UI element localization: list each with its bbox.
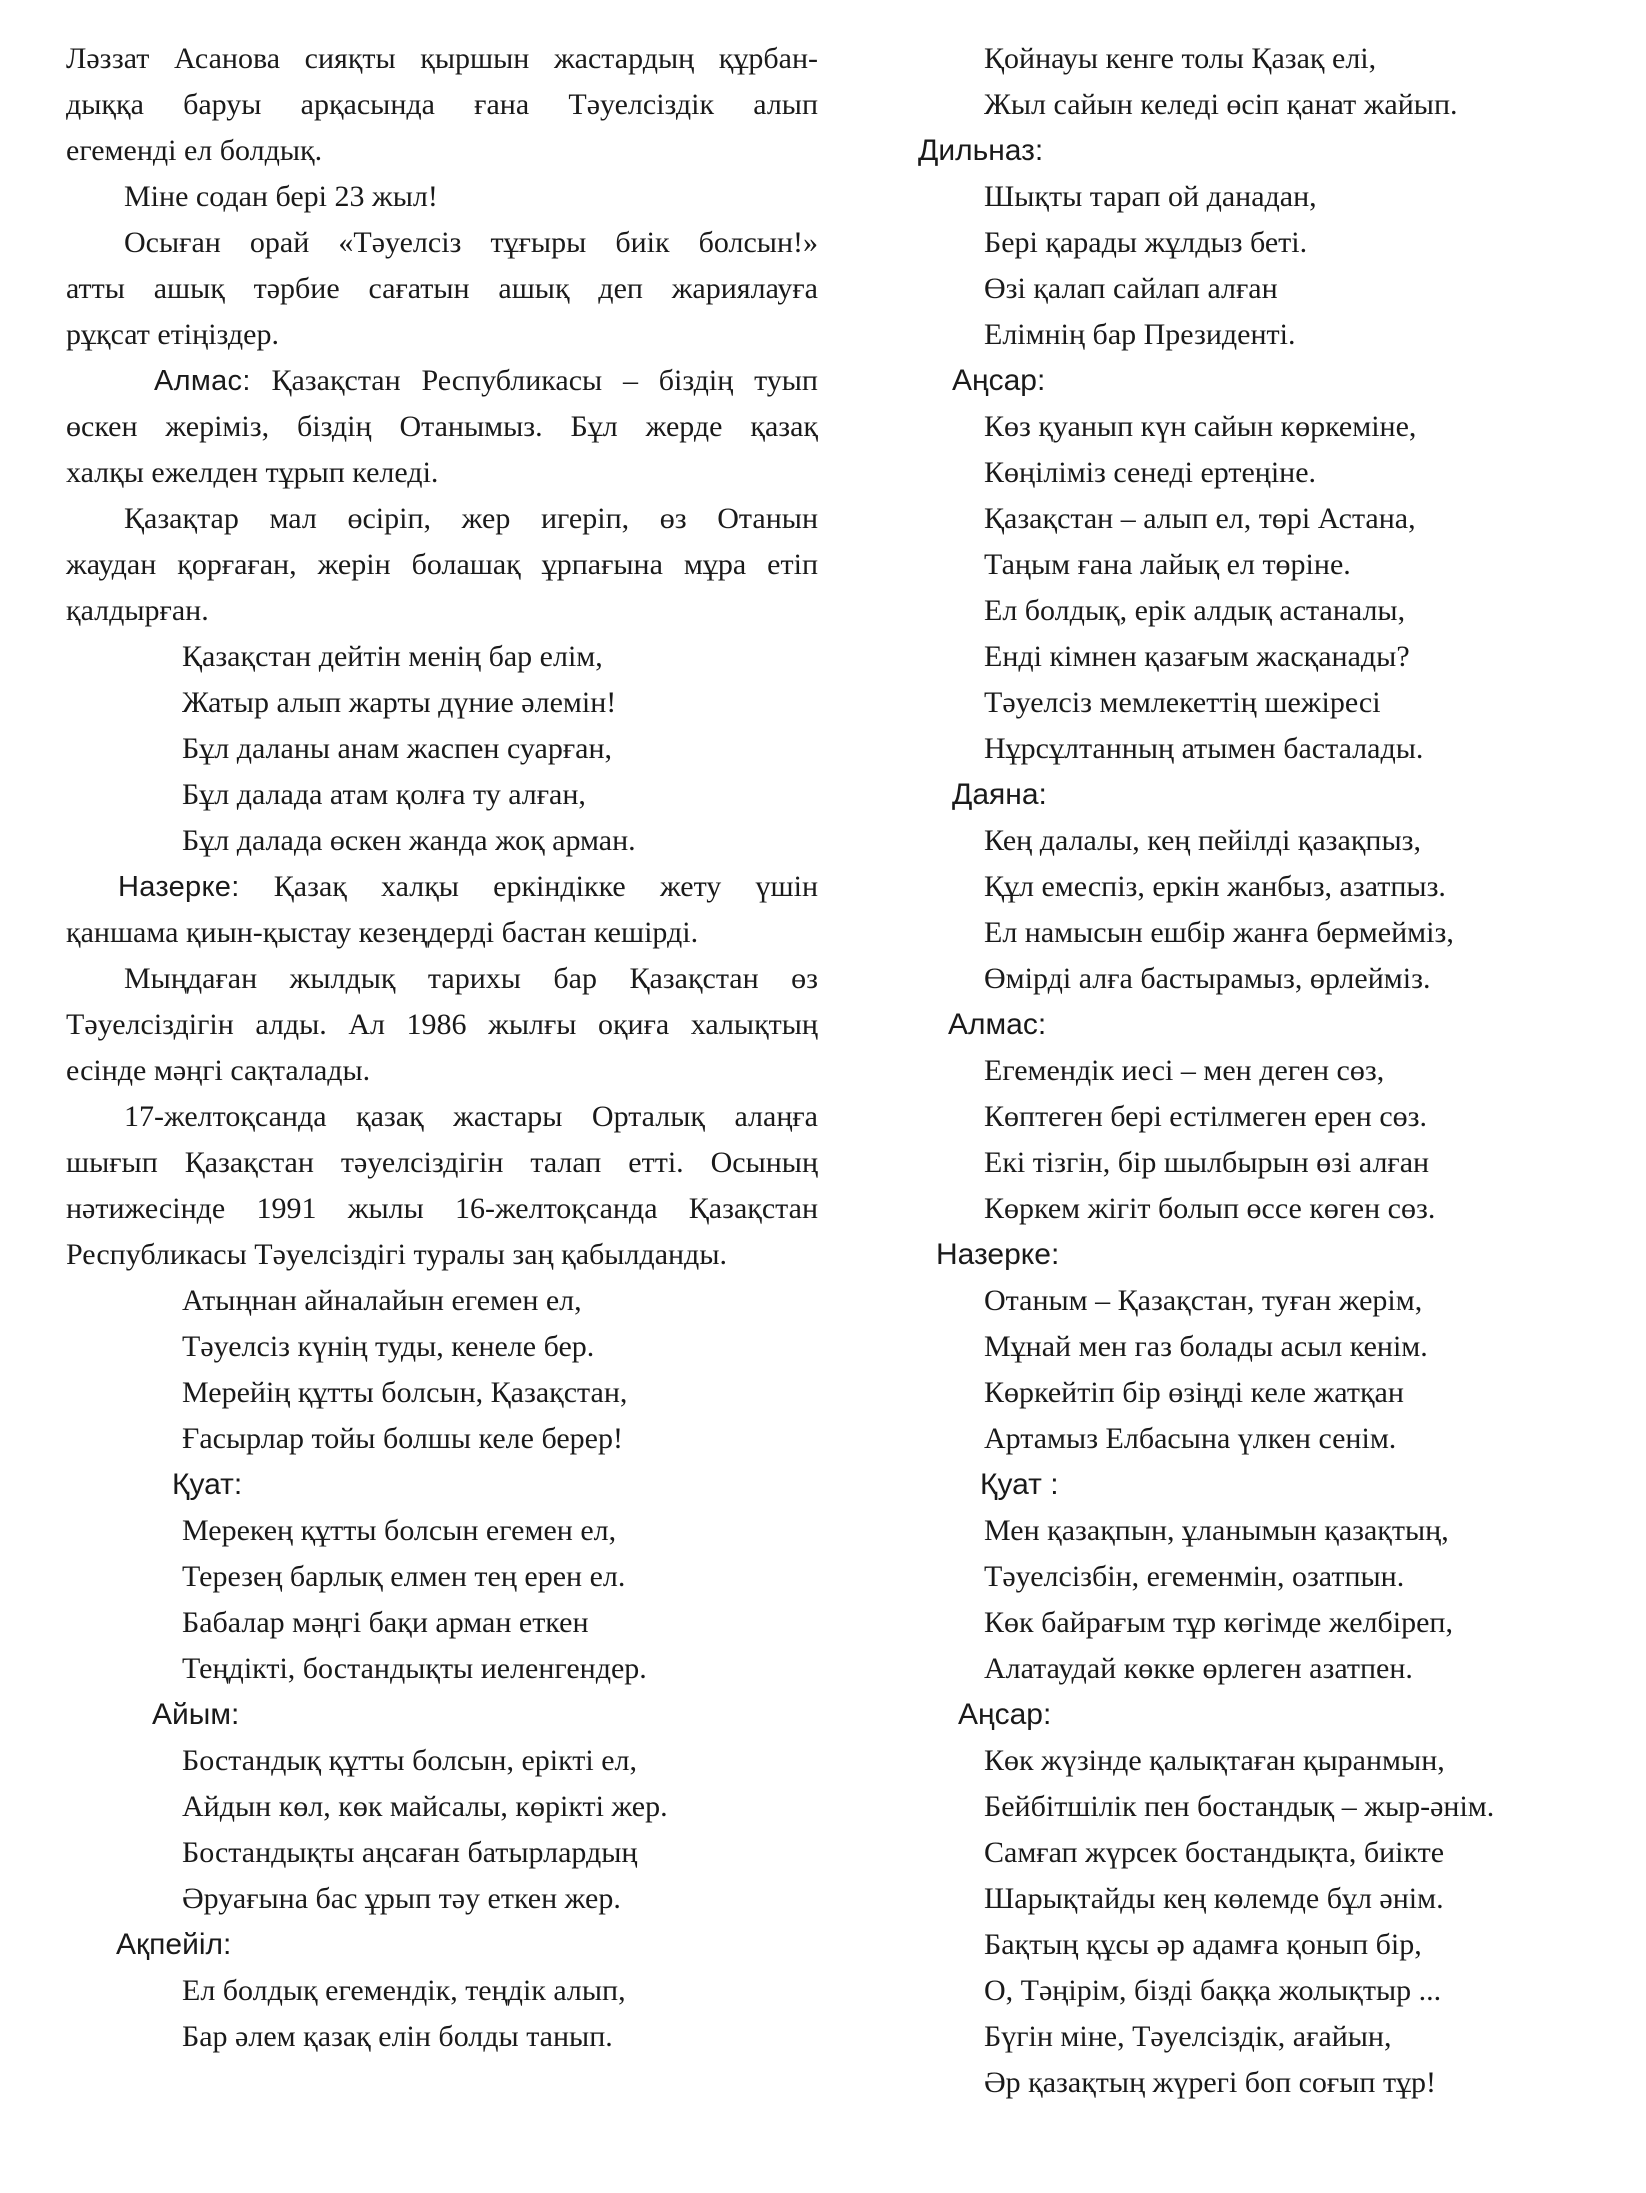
since-line: Міне содан бері 23 жыл! [124,180,438,213]
verse-line: Ғасырлар тойы болшы келе берер! [182,1422,623,1455]
verse-line: Артамыз Елбасына үлкен сенім. [984,1422,1397,1455]
paragraph-line: Тәуелсіздігін алды. Ал 1986 жылғы оқиға халықтың [66,1008,818,1041]
verse-line: Бұл даланы анам жаспен суарған, [182,732,613,765]
verse-line: О, Тәңірім, бізді баққа жолықтыр ... [984,1974,1442,2007]
left-column [66,36,818,2060]
paragraph-line: өскен жеріміз, біздің Отанымыз. Бұл жерде қазақ [66,410,818,443]
verse-line: Нұрсұлтанның атымен басталады. [984,732,1424,765]
speaker-name: Ақпейіл: [116,1928,232,1961]
verse-line: Тәуелсізбін, егеменмін, озатпын. [984,1560,1405,1593]
paragraph-line: 17-желтоқсанда қазақ жастары Орталық алаңға [124,1100,818,1133]
verse-line: Ел болдық егемендік, теңдік алып, [182,1974,626,2007]
verse-line: Қойнауы кенге толы Қазақ елі, [984,42,1377,75]
paragraph-line: атты ашық тәрбие сағатын ашық деп жариялауға [66,272,818,305]
verse-line: Көк жүзінде қалықтаған қыранмын, [984,1744,1445,1777]
verse-line: Бұл далада атам қолға ту алған, [182,778,586,811]
verse-line: Алатаудай көкке өрлеген азатпен. [984,1652,1413,1685]
speaker-name: Аңсар: [952,364,1046,397]
paragraph-line: дыққа баруы арқасында ғана Тәуелсіздік алып [66,88,818,121]
speaker-text: Қазақ халқы еркіндікке жету үшін [239,870,818,903]
paragraph-line: Ләззат Асанова сияқты қыршын жастардың құрбан- [66,42,818,75]
paragraph-line: рұқсат етіңіздер. [66,318,279,351]
verse-line: Қазақстан дейтін менің бар елім, [182,640,603,673]
speaker-name: Аңсар: [958,1698,1052,1731]
verse-line: Бостандық құтты болсын, ерікті ел, [182,1744,638,1777]
verse-line: Ел болдық, ерік алдық астаналы, [984,594,1406,627]
paragraph-line: егеменді ел болдық. [66,134,323,167]
paragraph-line: жаудан қорғаған, жерін болашақ ұрпағына мұра етіп [66,548,818,581]
verse-line: Бабалар мәңгі бақи арман еткен [182,1606,589,1639]
verse-line: Мерекең құтты болсын егемен ел, [182,1514,617,1547]
verse-line: Мұнай мен газ болады асыл кенім. [984,1330,1428,1363]
paragraph-line: қалдырған. [66,594,209,627]
verse-line: Айдын көл, көк майсалы, көрікті жер. [182,1790,668,1823]
speaker-name: Қуат : [980,1468,1059,1501]
verse-line: Елімнің бар Президенті. [984,318,1296,351]
verse-line: Бақтың құсы әр адамға қонып бір, [984,1928,1422,1961]
verse-line: Көз қуанып күн сайын көркеміне, [984,410,1417,443]
speaker-paragraph [66,864,818,910]
verse-line: Өмірді алға бастырамыз, өрлейміз. [984,962,1431,995]
verse-line: Әруағына бас ұрып тәу еткен жер. [182,1882,621,1915]
speaker-name: Даяна: [952,778,1047,811]
speaker-name: Айым: [152,1698,240,1731]
paragraph-line: Осыған орай «Тәуелсіз тұғыры биік болсын!» [124,226,818,259]
verse-line: Самғап жүрсек бостандықта, биікте [984,1836,1445,1869]
verse-line: Бері қарады жұлдыз беті. [984,226,1308,259]
verse-line: Шықты тарап ой данадан, [984,180,1317,213]
speaker-name: Дильназ: [918,134,1044,167]
verse-line: Терезең барлық елмен тең ерен ел. [182,1560,626,1593]
paragraph-line: халқы ежелден тұрып келеді. [66,456,439,489]
verse-line: Ел намысын ешбір жанға бермейміз, [984,916,1454,949]
speaker-name: Алмас: [948,1008,1047,1041]
verse-line: Екі тізгін, бір шылбырын өзі алған [984,1146,1430,1179]
verse-line: Тәуелсіз мемлекеттің шежіресі [984,686,1381,719]
right-column [918,36,1558,2106]
verse-line: Таңым ғана лайық ел төріне. [984,548,1351,581]
paragraph-line: Қазақтар мал өсіріп, жер игеріп, өз Отанын [124,502,818,535]
verse-line: Атыңнан айналайын егемен ел, [182,1284,582,1317]
paragraph-line: шығып Қазақстан тәуелсіздігін талап етті. Осының [66,1146,818,1179]
verse-line: Жыл сайын келеді өсіп қанат жайып. [984,88,1458,121]
verse-line: Мен қазақпын, ұланымын қазақтың, [984,1514,1449,1547]
verse-line: Бар әлем қазақ елін болды танып. [182,2020,613,2053]
verse-line: Мерейің құтты болсын, Қазақстан, [182,1376,628,1409]
verse-line: Теңдікті, бостандықты иеленгендер. [182,1652,647,1685]
verse-line: Қазақстан – алып ел, төрі Астана, [984,502,1416,535]
paragraph-line: есінде мәңгі сақталады. [66,1054,371,1087]
paragraph-line: Республикасы Тәуелсіздігі туралы заң қабылданды. [66,1238,727,1271]
verse-line: Егемендік иесі – мен деген сөз, [984,1054,1385,1087]
verse-line: Шарықтайды кең көлемде бұл әнім. [984,1882,1444,1915]
speaker-paragraph [66,358,818,404]
speaker-name: Назерке: [936,1238,1060,1271]
paragraph-line: қаншама қиын-қыстау кезеңдерді бастан кешірді. [66,916,699,949]
verse-line: Кең далалы, кең пейілді қазақпыз, [984,824,1421,857]
paragraph-line: Мыңдаған жылдық тарихы бар Қазақстан өз [124,962,818,995]
verse-line: Көк байрағым тұр көгімде желбіреп, [984,1606,1453,1639]
paragraph-line: нәтижесінде 1991 жылы 16-желтоқсанда Қазақстан [66,1192,818,1225]
verse-line: Көңіліміз сенеді ертеңіне. [984,456,1317,489]
speaker-name: Қуат: [172,1468,243,1501]
verse-line: Бостандықты аңсаған батырлардың [182,1836,638,1869]
verse-line: Өзі қалап сайлап алған [984,272,1278,305]
verse-line: Бүгін міне, Тәуелсіздік, ағайын, [984,2020,1392,2053]
verse-line: Көптеген бері естілмеген ерен сөз. [984,1100,1428,1133]
verse-line: Енді кімнен қазағым жасқанады? [984,640,1410,673]
speaker-name: Алмас: [154,365,251,397]
verse-line: Әр қазақтың жүрегі боп соғып тұр! [984,2066,1437,2099]
verse-line: Бейбітшілік пен бостандық – жыр-әнім. [984,1790,1495,1823]
verse-line: Тәуелсіз күнің туды, кенеле бер. [182,1330,595,1363]
verse-line: Отаным – Қазақстан, туған жерім, [984,1284,1423,1317]
verse-line: Жатыр алып жарты дүние әлемін! [182,686,617,719]
verse-line: Көркейтіп бір өзіңді келе жатқан [984,1376,1404,1409]
verse-line: Құл емеспіз, еркін жанбыз, азатпыз. [984,870,1446,903]
verse-line: Бұл далада өскен жанда жоқ арман. [182,824,636,857]
speaker-name: Назерке: [118,871,240,903]
verse-line: Көркем жігіт болып өссе көген сөз. [984,1192,1436,1225]
speaker-text: Қазақстан Республикасы – біздің туып [250,364,818,397]
